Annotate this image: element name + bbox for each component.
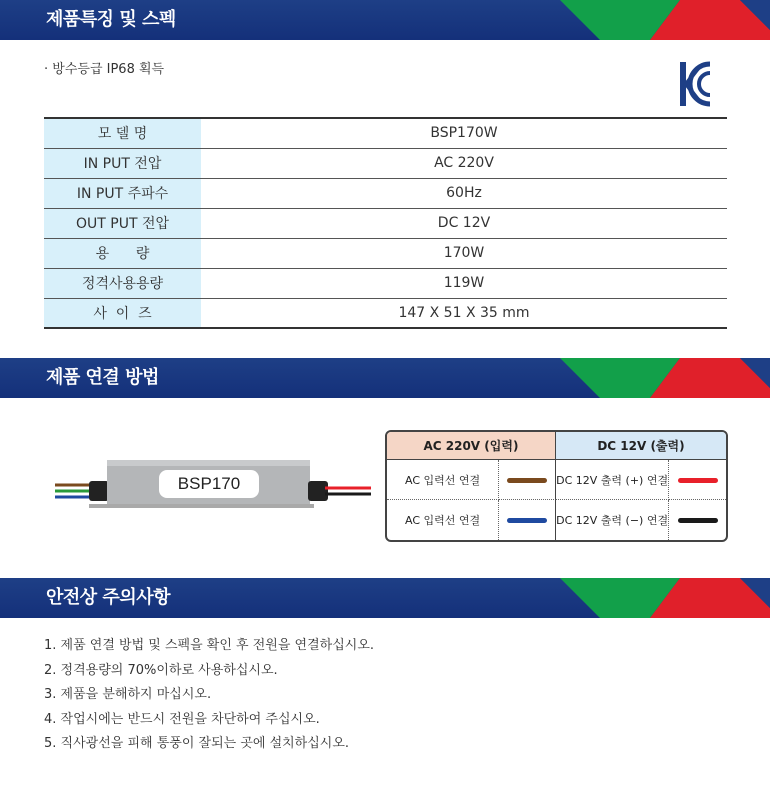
- spec-label: IN PUT 전압: [44, 148, 201, 178]
- product-label-badge: [159, 470, 259, 498]
- safety-item: 2. 정격용량의 70%이하로 사용하십시오.: [44, 662, 278, 678]
- spec-table: [44, 117, 727, 329]
- ac-wire-label: AC 입력선 연결: [387, 460, 499, 500]
- ac-wire-swatch: [499, 500, 556, 540]
- ac-wire-label: AC 입력선 연결: [387, 500, 499, 540]
- spec-row: [44, 298, 727, 328]
- spec-value: BSP170W: [201, 118, 727, 148]
- spec-section-title: 제품특징 및 스펙: [46, 9, 176, 30]
- spec-row: [44, 208, 727, 238]
- spec-row: [44, 118, 727, 148]
- ac-wire-swatch: [499, 460, 556, 500]
- spec-value: 170W: [201, 238, 727, 268]
- product-label: BSP170: [177, 474, 241, 493]
- spec-label: OUT PUT 전압: [44, 208, 201, 238]
- spec-value: DC 12V: [201, 208, 727, 238]
- dc-wire-label: DC 12V 출력 (+) 연결: [556, 460, 669, 500]
- safety-section-header: [0, 578, 770, 618]
- spec-value: 60Hz: [201, 178, 727, 208]
- header-decoration-icon: [540, 0, 770, 40]
- kc-certification-icon: [678, 60, 712, 108]
- safety-section-title: 안전상 주의사항: [46, 587, 170, 608]
- connect-section-title: 제품 연결 방법: [46, 367, 159, 388]
- dc-wire-label: DC 12V 출력 (−) 연결: [556, 500, 669, 540]
- spec-label: 용 량: [44, 238, 201, 268]
- dc-wire-swatch: [669, 460, 726, 500]
- spec-row: [44, 268, 727, 298]
- safety-item: 1. 제품 연결 방법 및 스펙을 확인 후 전원을 연결하십시오.: [44, 638, 375, 653]
- wiring-row: [387, 500, 726, 540]
- safety-item: 3. 제품을 분해하지 마십시오.: [44, 687, 212, 702]
- spec-label: IN PUT 주파수: [44, 178, 201, 208]
- wiring-table: [385, 430, 728, 542]
- safety-list: [44, 634, 374, 757]
- spec-value: 119W: [201, 268, 727, 298]
- spec-row: [44, 178, 727, 208]
- ac-header: AC 220V (입력): [387, 432, 556, 460]
- spec-value: AC 220V: [201, 148, 727, 178]
- spec-value: 147 X 51 X 35 mm: [398, 304, 530, 321]
- spec-label: 정격사용용량: [44, 268, 201, 298]
- spec-label: 사 이 즈: [44, 298, 201, 328]
- dc-header: DC 12V (출력): [556, 432, 726, 460]
- dc-wire-swatch: [669, 500, 726, 540]
- header-decoration-icon: [540, 578, 770, 618]
- spec-row: [44, 238, 727, 268]
- wiring-row: [387, 460, 726, 500]
- spec-section-header: [0, 0, 770, 40]
- safety-item: 5. 직사광선을 피해 통풍이 잘되는 곳에 설치하십시오.: [44, 736, 350, 751]
- connect-section-header: [0, 358, 770, 398]
- spec-row: [44, 148, 727, 178]
- header-decoration-icon: [540, 358, 770, 398]
- spec-label: 모 델 명: [44, 118, 201, 148]
- feature-note: · 방수등급 IP68 획득: [44, 62, 165, 77]
- safety-item: 4. 작업시에는 반드시 전원을 차단하여 주십시오.: [44, 711, 320, 727]
